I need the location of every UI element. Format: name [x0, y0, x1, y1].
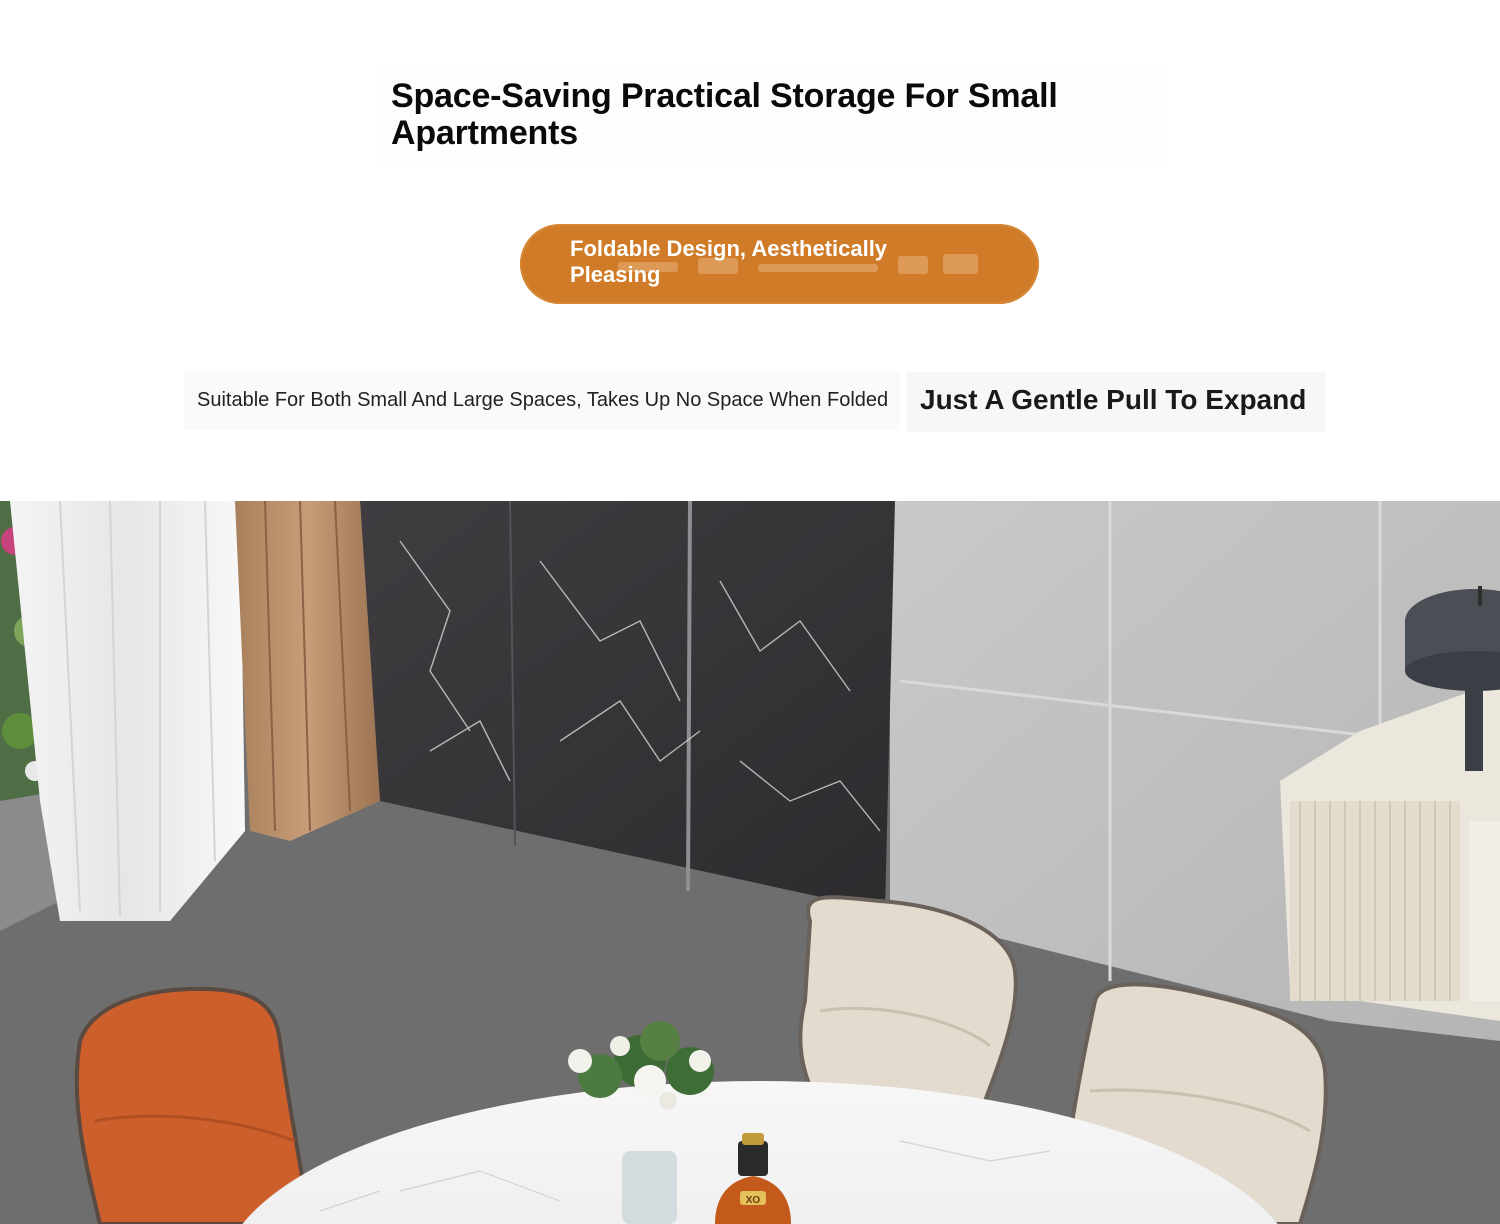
- callout-text: Just A Gentle Pull To Expand: [920, 384, 1307, 415]
- feature-pill: [520, 224, 1039, 304]
- page-title: Space-Saving Practical Storage For Small Apartments: [391, 77, 1058, 152]
- bottle-label-text: XO: [745, 1195, 761, 1206]
- headline-box: [376, 66, 1168, 162]
- product-photo: [0, 501, 1500, 1224]
- dining-room-photo-image: [0, 501, 1500, 1224]
- description-text: Suitable For Both Small And Large Spaces, Takes Up No Space When Folded: [197, 389, 889, 411]
- feature-pill-label: Foldable Design, Aesthetically Pleasing: [570, 236, 888, 287]
